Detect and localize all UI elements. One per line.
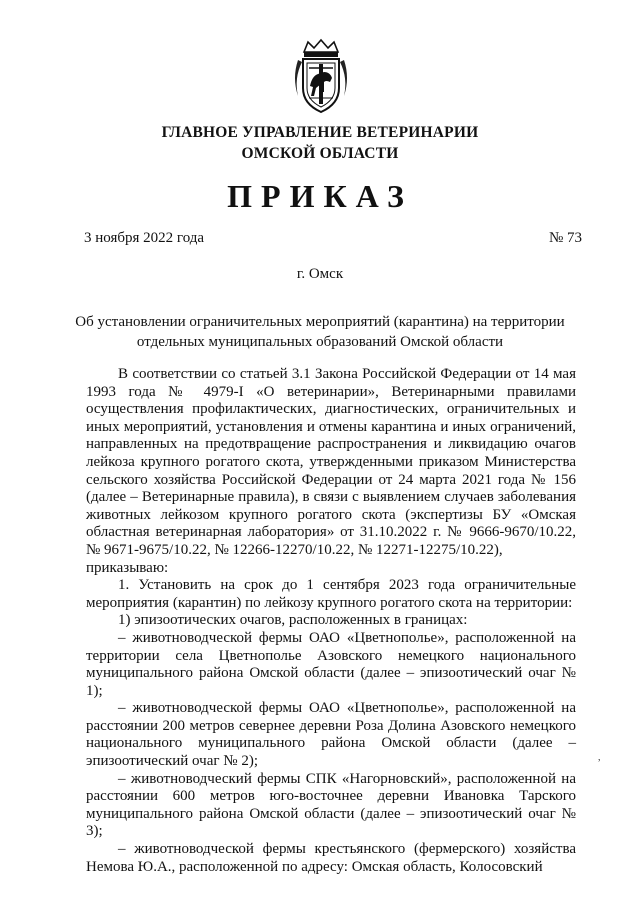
body-paragraph-focus-1: – животноводческой фермы ОАО «Цветнополье», расположенной на территории села Цветнополье Азовского немецкого национального муниципального района Омской области (далее – эпизоотический очаг № 1); bbox=[86, 629, 576, 699]
body-paragraph-focus-3: – животноводческий фермы СПК «Нагорновский», расположенной на расстоянии 600 метров юго-восточнее деревни Ивановка Тарского муниципального района Омской области (далее – эпизоотический очаг № 3); bbox=[86, 770, 576, 840]
document-number: № 73 bbox=[548, 230, 582, 246]
body-paragraph-item-1: 1. Установить на срок до 1 сентября 2023 года ограничительные мероприятия (карантин) по лейкозу крупного рогатого скота на территории: bbox=[86, 577, 576, 611]
body-paragraph-subitem-1: 1) эпизоотических очагов, расположенных в границах: bbox=[118, 612, 468, 629]
organization-name bbox=[0, 122, 640, 164]
subject-line-1: Об установлении ограничительных мероприятий (карантина) на территории bbox=[75, 314, 565, 330]
org-line-1: ГЛАВНОЕ УПРАВЛЕНИЕ ВЕТЕРИНАРИИ bbox=[161, 124, 479, 141]
document-body bbox=[86, 366, 576, 876]
body-paragraph-order-word: приказываю: bbox=[86, 559, 169, 576]
body-paragraph-preamble: В соответствии со статьей 3.1 Закона Российской Федерации от 14 мая 1993 года № 4979-I «О ветеринарии», Ветеринарными правилами осуществления профилактических, диагностических, ограничительных и иных мероприятий, установления и отмены карантина и иных ограничений, направленных на предотвращение распространения и ликвидацию очагов лейкоза крупного рогатого скота, утвержденными приказом Министерства сельского хозяйства Российской Федерации от 24 марта 2021 года № 156 (далее – Ветеринарные правила), в связи с выявлением случаев заболевания животных лейкозом крупного рогатого скота (экспертизы БУ «Омская областная ветеринарная лаборатория» от 31.10.2022 г. № 9666-9670/10.22, № 9671-9675/10.22, № 12266-12270/10.22, № 12271-12275/10.22), bbox=[86, 366, 576, 558]
org-line-2: ОМСКОЙ ОБЛАСТИ bbox=[241, 145, 399, 162]
document-city: г. Омск bbox=[296, 266, 344, 282]
body-paragraph-focus-2: – животноводческой фермы ОАО «Цветнополье», расположенной на расстоянии 200 метров севернее деревни Роза Долина Азовского немецкого национального муниципального района Омской области (далее – эпизоотический очаг № 2); bbox=[86, 700, 576, 770]
body-paragraph-focus-4: – животноводческой фермы крестьянского (фермерского) хозяйства Немова Ю.А., расположенной по адресу: Омская область, Колосовский bbox=[86, 841, 576, 875]
document-subject bbox=[70, 313, 570, 352]
document-type: ПРИКАЗ bbox=[227, 178, 413, 214]
margin-mark: , bbox=[598, 752, 601, 763]
omsk-coat-of-arms-icon bbox=[290, 38, 352, 116]
subject-line-2: отдельных муниципальных образований Омской области bbox=[136, 333, 504, 350]
document-date: 3 ноября 2022 года bbox=[84, 230, 205, 246]
